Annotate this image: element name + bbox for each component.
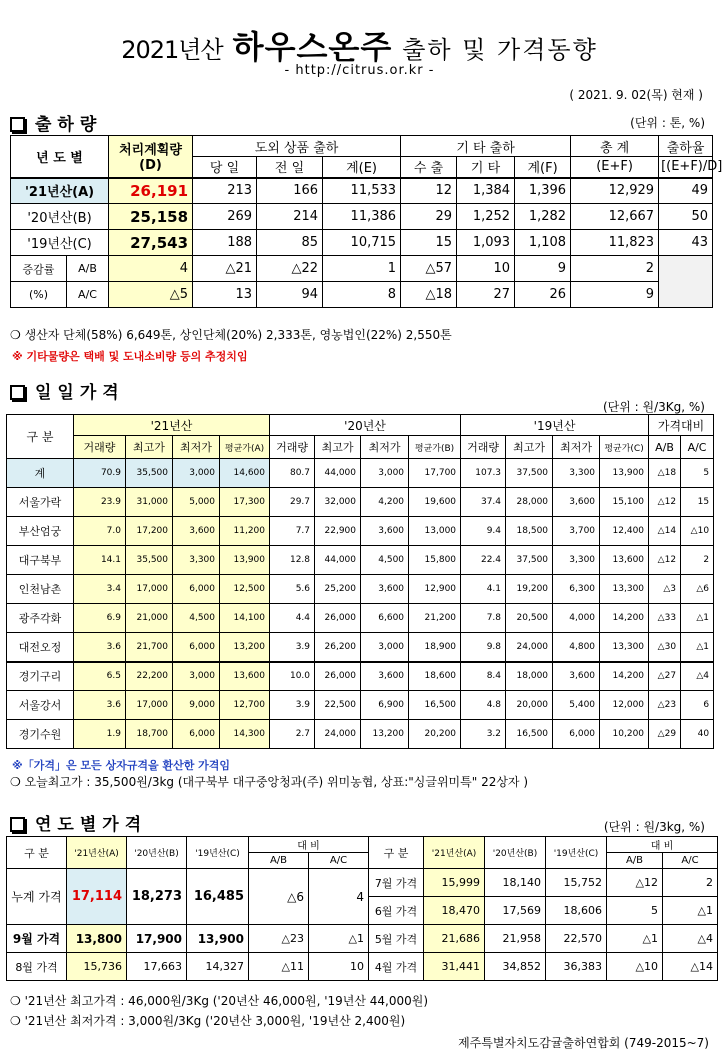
col-total: 총 계	[571, 136, 659, 157]
section-shipment-title: 출하량	[10, 110, 102, 135]
col-plan: 처리계획량 (D)	[109, 136, 193, 178]
section-shipment-unit: (단위 : 톤, %)	[630, 116, 705, 130]
table-row: 광주각화 6.9 21,000 4,500 14,100 4.4 26,000 6,600 21,200 7.8 20,500 4,000 14,200 △33 △1	[7, 604, 714, 633]
page-title	[0, 22, 719, 68]
col-y21: '21년산	[74, 415, 270, 436]
table-row: 계 70.9 35,500 3,000 14,600 80.7 44,000 3,000 17,700 107.3 37,500 3,300 13,900 △18 5	[7, 459, 714, 488]
col-compare: 가격대비	[649, 415, 714, 436]
col-domestic: 도외 상품 출하	[193, 136, 401, 157]
section-yearly-unit: (단위 : 원/3kg, %)	[603, 820, 705, 834]
section-daily-title: 일일가격	[10, 378, 125, 403]
table-row: 증감률 A/B 4 △21 △22 1 △57 10 9 2	[11, 256, 713, 282]
table-row: '20년산(B) 25,158 269 214 11,386 29 1,252 1,282 12,667 50	[11, 204, 713, 230]
table-row: 대전오정 3.6 21,700 6,000 13,200 3.9 26,200 3,000 18,900 9.8 24,000 4,800 13,300 △30 △1	[7, 633, 714, 662]
yearly-price-table: 구 분 '21년산(A) '20년산(B) '19년산(C) 대 비 구 분 '21년산(A) '20년산(B) '19년산(C) 대 비 A/B A/C A/B A/C 누계 가격 17,114 18,273 16,485 △6 4 7월 가격 15,999 18,140 15,752 △12 2 6월 가격 18,470 17,569 18,606 5 △1 9월 가격 13,800 17,900 13,900 △23 △1 5월 가격 21,686 21,958 22,570 △1 △4 8월 가격 15,736 17,663 14,327 △11 10 4월 가격 31,441 34,852 36,383 △10 △14	[6, 836, 718, 981]
table-row: 6월 가격 18,470 17,569 18,606 5 △1	[7, 897, 718, 925]
table-row: '21년산(A) 26,191 213 166 11,533 12 1,384 1,396 12,929 49	[11, 178, 713, 204]
table-row: (%) A/C △5 13 94 8 △18 27 26 9	[11, 282, 713, 308]
table-row: 8월 가격 15,736 17,663 14,327 △11 10 4월 가격 31,441 34,852 36,383 △10 △14	[7, 953, 718, 981]
shipment-footnote: ※ 기타물량은 택배 및 도내소비량 등의 추정치임	[12, 350, 248, 363]
col-etc: 기 타	[457, 157, 515, 178]
col-year: 년 도 별	[11, 136, 109, 178]
shipment-note: ❍ 생산자 단체(58%) 6,649톤, 상인단체(20%) 2,333톤, 영농법인(22%) 2,550톤	[10, 328, 452, 342]
col-export: 수 출	[401, 157, 457, 178]
col-other: 기 타 출하	[401, 136, 571, 157]
site-url: - http://citrus.or.kr -	[284, 63, 435, 78]
yearly-min-note: ❍ '21년산 최저가격 : 3,000원/3Kg ('20년산 3,000원, '19년산 2,400원)	[10, 1014, 406, 1028]
daily-price-table: 구 분 '21년산 '20년산 '19년산 가격대비 거래량 최고가 최저가 평균가(A) 거래량 최고가 최저가 평균가(B) 거래량 최고가 최저가 평균가(C) A/B A/C 계 70.9 35,500 3,000 14,600 80.7 44,000 3,000 17,700 107.3 37,500 3,300 13,900 △18 5 서울가락 23.9 31,000 5,000 17,300 29.7 32,000 4,200 19,600 37.4 28,000 3,600 15,100 △12 15 부산엄궁 7.0 17,200 3,600 11,200 7.7 22,900 3,600 13,000 9.4 18,500 3,700 12,400 △14 △10 대구북부 14.1 35,500 3,300 13,900 12.8 44,000 4,500 15,800 22.4 37,500 3,300 13,600 △12 2 인천남촌 3.4 17,000 6,000 12,500 5.6 25,200 3,600 12,900 4.1 19,200 6,300 13,300 △3 △6 광주각화 6.9 21,000 4,500 14,100 4.4 26,000 6,600 21,200 7.8 20,500 4,000 14,200 △33 △1 대전오정 3.6 21,700 6,000 13,200 3.9 26,200 3,000 18,900 9.8 24,000 4,800 13,300 △30 △1 경기구리 6.5 22,200 3,000 13,600 10.0 26,000 3,600 18,600 8.4 18,000 3,600 14,200 △27 △4 서울강서 3.6 17,000 9,000 12,700 3.9 22,500 6,900 16,500 4.8 20,000 5,400 12,000 △23 6 경기수원 1.9 18,700 6,000 14,300 2.7 24,000 13,200 20,200 3.2 16,500 6,000 10,200 △29 40	[6, 414, 714, 749]
checkbox-icon	[10, 385, 25, 400]
shipment-table	[10, 135, 722, 308]
daily-footnote: ※「가격」은 모든 상자규격을 환산한 가격임	[12, 759, 231, 772]
checkbox-icon	[10, 817, 25, 832]
col-prev: 전 일	[257, 157, 323, 178]
col-total-ef: (E+F)	[571, 157, 659, 178]
as-of-date: ( 2021. 9. 02(목) 현재 )	[569, 88, 703, 102]
table-row: 부산엄궁 7.0 17,200 3,600 11,200 7.7 22,900 3,600 13,000 9.4 18,500 3,700 12,400 △14 △10	[7, 517, 714, 546]
title-sub: 출하 및 가격동향	[402, 36, 598, 64]
col-sum-f: 계(F)	[515, 157, 571, 178]
table-row: 누계 가격 17,114 18,273 16,485 △6 4 7월 가격 15,999 18,140 15,752 △12 2	[7, 869, 718, 897]
checkbox-icon	[10, 117, 25, 132]
yearly-max-note: ❍ '21년산 최고가격 : 46,000원/3Kg ('20년산 46,000원, '19년산 44,000원)	[10, 994, 429, 1008]
section-daily-unit: (단위 : 원/3Kg, %)	[602, 400, 705, 414]
table-row: 경기구리 6.5 22,200 3,000 13,600 10.0 26,000 3,600 18,600 8.4 18,000 3,600 14,200 △27 △4	[7, 662, 714, 691]
table-row: 인천남촌 3.4 17,000 6,000 12,500 5.6 25,200 3,600 12,900 4.1 19,200 6,300 13,300 △3 △6	[7, 575, 714, 604]
section-yearly-title: 연도별가격	[10, 810, 147, 835]
footer-org: 제주특별자치도감귤출하연합회 (749-2015~7)	[458, 1036, 709, 1050]
title-year: 2021년산	[121, 36, 223, 64]
table-row: 서울가락 23.9 31,000 5,000 17,300 29.7 32,000 4,200 19,600 37.4 28,000 3,600 15,100 △12 15	[7, 488, 714, 517]
table-row: 9월 가격 13,800 17,900 13,900 △23 △1 5월 가격 21,686 21,958 22,570 △1 △4	[7, 925, 718, 953]
col-ratio-f: [(E+F)/D]	[659, 157, 713, 178]
table-row: 대구북부 14.1 35,500 3,300 13,900 12.8 44,000 4,500 15,800 22.4 37,500 3,300 13,600 △12 2	[7, 546, 714, 575]
table-row: '19년산(C) 27,543 188 85 10,715 15 1,093 1,108 11,823 43	[11, 230, 713, 256]
col-today: 당 일	[193, 157, 257, 178]
col-ratio: 출하율	[659, 136, 713, 157]
col-y20: '20년산	[270, 415, 461, 436]
daily-max-note: ❍ 오늘최고가 : 35,500원/3kg (대구북부 대구중앙청과(주) 위미농협, 상표:"싱글위미특" 22상자 )	[10, 775, 529, 789]
table-row: 서울강서 3.6 17,000 9,000 12,700 3.9 22,500 6,900 16,500 4.8 20,000 5,400 12,000 △23 6	[7, 691, 714, 720]
col-sum-e: 계(E)	[323, 157, 401, 178]
table-row: 경기수원 1.9 18,700 6,000 14,300 2.7 24,000 13,200 20,200 3.2 16,500 6,000 10,200 △29 40	[7, 720, 714, 749]
col-y19: '19년산	[461, 415, 649, 436]
col-gubun: 구 분	[7, 415, 74, 459]
title-main: 하우스온주	[232, 28, 393, 66]
